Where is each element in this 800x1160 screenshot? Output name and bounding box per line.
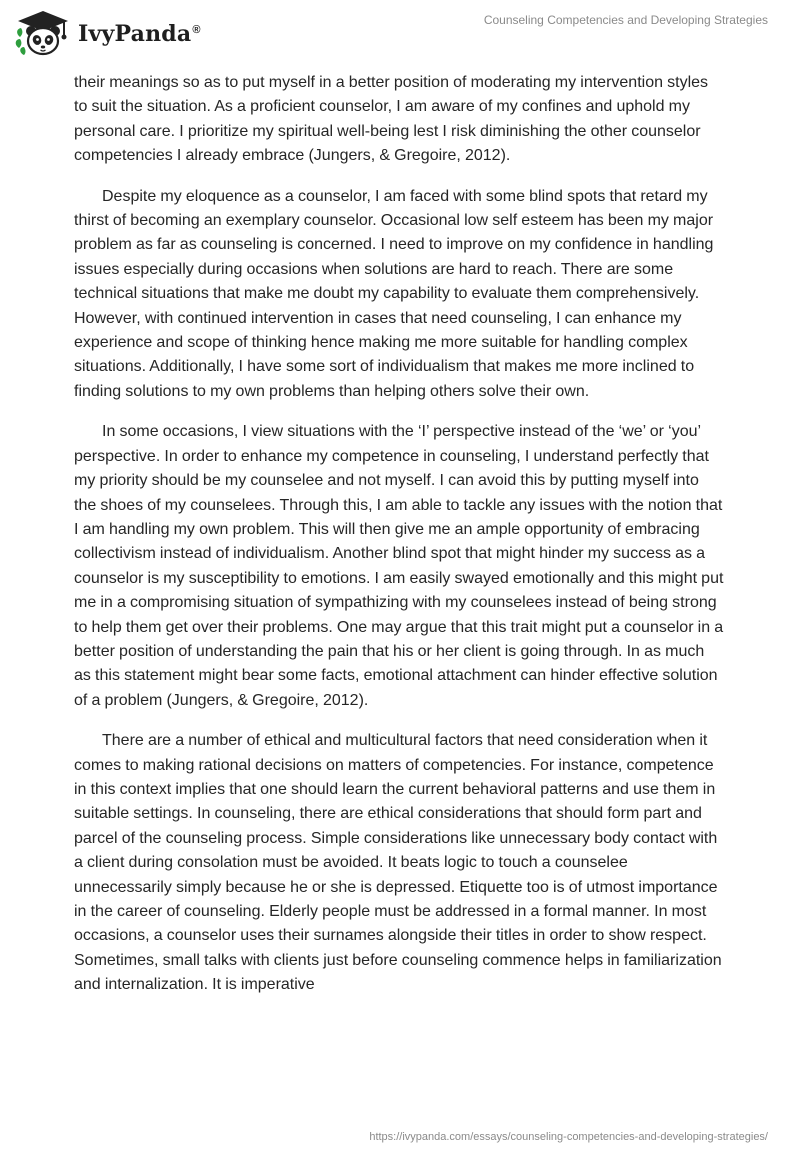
registered-mark: ® — [192, 23, 201, 36]
paragraph: There are a number of ethical and multicultural factors that need consideration when it comes to making rational decisions on matters of competencies. For instance, competence in this context implies that one should learn the current behavioral patterns and use them in suitable settings. In counseling, there are ethical considerations that should form part and parcel of the counseling process. Simple considerations like unnecessary body contact with a client during consolation must be avoided. It beats logic to touch a counselee unnecessarily simply because he or she is depressed. Etiquette too is of utmost importance in the career of counseling. Elderly people must be addressed in a formal manner. In most occasions, a counselor uses their surnames alongside their titles in order to show respect. Sometimes, small talks with clients just before counseling commence helps in familiarization and internalization. It is imperative — [74, 732, 722, 994]
logo-name: IvyPanda — [78, 21, 192, 47]
paragraph: Despite my eloquence as a counselor, I am faced with some blind spots that retard my thirst of becoming an exemplary counselor. Occasional low self esteem has been my major problem as far as counseling is concerned. I need to improve on my confidence in handling issues especially during occasions when solutions are hard to reach. There are some technical situations that make me doubt my capability to evaluate them comprehensively. However, with continued intervention in cases that need counseling, I can enhance my experience and scope of thinking hence making me more suitable for handling complex situations. Additionally, I have some sort of individualism that makes me more inclined to finding solutions to my own problems than helping others solve their own. — [74, 187, 714, 400]
ivypanda-logo[interactable] — [14, 7, 201, 57]
page-header — [0, 0, 800, 64]
document-title: Counseling Competencies and Developing Strategies — [483, 13, 768, 27]
paragraph: their meanings so as to put myself in a better position of moderating my intervention styles to suit the situation. As a proficient counselor, I am aware of my confines and uphold my personal care. I prioritize my spiritual well-being lest I risk diminishing the other counselor competencies I already embrace (Jungers, & Gregoire, 2012). — [74, 74, 709, 165]
paragraph: In some occasions, I view situations with the ‘I’ perspective instead of the ‘we’ or ‘you’ perspective. In order to enhance my competence in counseling, I understand perfectly that my priority should be my counselee and not myself. I can avoid this by putting myself into the shoes of my counselees. Through this, I am able to tackle any issues with the notion that I am handling my own problem. This will then give me an ample opportunity of embracing collectivism instead of individualism. Another blind spot that might hinder my success as a counselor is my susceptibility to emotions. I am easily swayed emotionally and this might put me in a compromising situation of sympathizing with my counselees instead of being strong to help them get over their problems. One may argue that this trait might put a counselor in a better position of understanding the pain that his or her client is going through. In as much as this statement might bear some facts, emotional attachment can hinder effective solution of a problem (Jungers, & Gregoire, 2012). — [74, 423, 724, 709]
panda-graduation-cap-icon — [14, 7, 72, 57]
essay-body — [74, 71, 724, 1014]
source-url[interactable]: https://ivypanda.com/essays/counseling-competencies-and-developing-strategies/ — [369, 1131, 768, 1143]
logo-wordmark — [78, 21, 201, 47]
